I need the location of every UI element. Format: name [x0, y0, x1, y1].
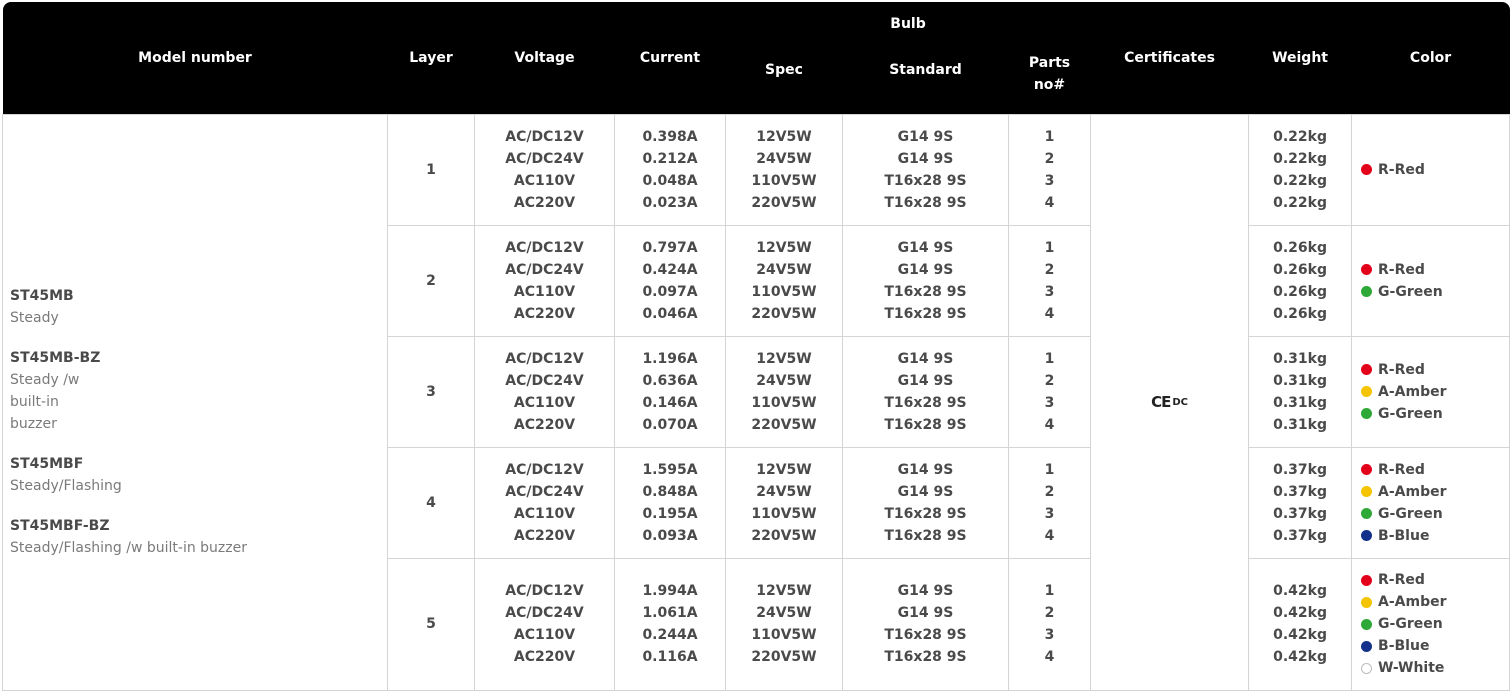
bulb-standard-value: G14 9S	[897, 150, 954, 167]
header-bulb: Bulb	[726, 2, 1091, 47]
bulb-standard-value: T16x28 9S	[884, 649, 967, 665]
current-cell	[615, 114, 726, 225]
bulb-spec-cell	[726, 114, 843, 225]
parts-no-value: 2	[1044, 261, 1055, 278]
layer-value: 2	[388, 225, 475, 336]
header-voltage: Voltage	[475, 2, 615, 114]
weight-cell	[1249, 114, 1352, 225]
voltage-value: AC/DC24V	[505, 150, 584, 167]
color-label: A-Amber	[1378, 594, 1447, 610]
model-name: ST45MBF	[10, 456, 84, 472]
bulb-standard-value: G14 9S	[897, 128, 954, 145]
header-layer: Layer	[388, 2, 475, 114]
bulb-standard-cell	[843, 447, 1009, 558]
color-label: G-Green	[1378, 505, 1443, 522]
model-entry	[10, 285, 387, 329]
current-value: 0.848A	[642, 483, 698, 500]
weight-value: 0.42kg	[1273, 583, 1327, 599]
bulb-standard-value: T16x28 9S	[884, 305, 967, 322]
current-value: 1.196A	[642, 350, 698, 367]
color-item	[1361, 381, 1509, 403]
parts-no-value: 3	[1044, 172, 1055, 189]
current-value: 0.116A	[642, 649, 698, 665]
color-dot-icon	[1361, 164, 1372, 175]
model-entry	[10, 453, 387, 497]
current-value: 0.244A	[642, 627, 698, 643]
color-label: R-Red	[1378, 161, 1425, 178]
bulb-spec-value: 24V5W	[756, 150, 812, 167]
weight-value: 0.31kg	[1273, 416, 1327, 433]
weight-value: 0.22kg	[1273, 194, 1327, 211]
voltage-value: AC220V	[513, 194, 576, 211]
layer-value: 5	[388, 558, 475, 690]
current-value: 0.424A	[642, 261, 698, 278]
bulb-standard-value: G14 9S	[897, 483, 954, 500]
layer-value: 3	[388, 336, 475, 447]
color-item	[1361, 159, 1509, 181]
bulb-standard-cell	[843, 114, 1009, 225]
parts-no-value: 1	[1044, 128, 1055, 145]
bulb-spec-value: 220V5W	[751, 527, 817, 544]
dc-mark: DC	[1172, 396, 1188, 408]
color-label: G-Green	[1378, 405, 1443, 422]
bulb-standard-value: T16x28 9S	[884, 194, 967, 211]
bulb-spec-value: 110V5W	[751, 627, 817, 643]
current-value: 0.195A	[642, 505, 698, 522]
voltage-value: AC110V	[513, 394, 576, 411]
parts-no-cell	[1009, 336, 1091, 447]
current-value: 0.797A	[642, 239, 698, 256]
voltage-value: AC110V	[513, 172, 576, 189]
current-value: 0.398A	[642, 128, 698, 145]
header-standard: Standard	[843, 47, 1009, 114]
voltage-value: AC/DC12V	[505, 128, 584, 145]
bulb-spec-cell	[726, 225, 843, 336]
bulb-standard-value: G14 9S	[897, 372, 954, 389]
current-value: 0.097A	[642, 283, 698, 300]
parts-no-value: 4	[1044, 194, 1055, 211]
bulb-spec-value: 12V5W	[756, 239, 812, 256]
color-item	[1361, 281, 1509, 303]
voltage-value: AC110V	[513, 505, 576, 522]
parts-no-value: 4	[1044, 527, 1055, 544]
color-dot-icon	[1361, 597, 1372, 608]
weight-cell	[1249, 447, 1352, 558]
color-item	[1361, 525, 1509, 547]
parts-no-cell	[1009, 114, 1091, 225]
voltage-cell	[475, 225, 615, 336]
color-cell	[1352, 114, 1510, 225]
voltage-value: AC110V	[513, 283, 576, 300]
bulb-spec-cell	[726, 336, 843, 447]
color-dot-icon	[1361, 641, 1372, 652]
color-label: A-Amber	[1378, 383, 1447, 400]
header-parts-no	[1009, 47, 1091, 114]
parts-no-cell	[1009, 447, 1091, 558]
color-item	[1361, 657, 1509, 679]
bulb-spec-value: 110V5W	[751, 283, 817, 300]
color-dot-icon	[1361, 575, 1372, 586]
parts-no-value: 3	[1044, 394, 1055, 411]
header-spec: Spec	[726, 47, 843, 114]
parts-no-value: 1	[1044, 461, 1055, 478]
color-dot-icon	[1361, 264, 1372, 275]
voltage-cell	[475, 558, 615, 690]
bulb-spec-value: 220V5W	[751, 416, 817, 433]
spec-table-wrapper	[2, 2, 1509, 691]
voltage-value: AC220V	[513, 527, 576, 544]
parts-no-value: 1	[1044, 350, 1055, 367]
bulb-standard-value: G14 9S	[897, 350, 954, 367]
parts-no-value: 2	[1044, 150, 1055, 167]
parts-no-value: 2	[1044, 483, 1055, 500]
bulb-spec-value: 220V5W	[751, 194, 817, 211]
color-cell	[1352, 447, 1510, 558]
bulb-spec-value: 24V5W	[756, 372, 812, 389]
ce-dc-certificate-icon	[1151, 393, 1188, 411]
weight-value: 0.37kg	[1273, 461, 1327, 478]
voltage-value: AC110V	[513, 627, 576, 643]
bulb-standard-value: G14 9S	[897, 461, 954, 478]
current-cell	[615, 336, 726, 447]
weight-value: 0.37kg	[1273, 505, 1327, 522]
current-value: 0.023A	[642, 194, 698, 211]
layer-value: 4	[388, 447, 475, 558]
current-cell	[615, 447, 726, 558]
bulb-standard-cell	[843, 336, 1009, 447]
voltage-value: AC/DC24V	[505, 483, 584, 500]
bulb-standard-value: T16x28 9S	[884, 527, 967, 544]
color-item	[1361, 459, 1509, 481]
parts-no-value: 4	[1044, 416, 1055, 433]
model-description: Steady/Flashing /w built-in buzzer	[10, 540, 247, 556]
parts-no-value: 1	[1044, 239, 1055, 256]
color-item	[1361, 635, 1509, 657]
current-cell	[615, 225, 726, 336]
color-label: G-Green	[1378, 616, 1443, 632]
color-item	[1361, 481, 1509, 503]
model-description: Steady /w built-in buzzer	[10, 372, 80, 432]
color-dot-icon	[1361, 364, 1372, 375]
voltage-value: AC/DC24V	[505, 605, 584, 621]
color-cell	[1352, 336, 1510, 447]
voltage-value: AC/DC12V	[505, 350, 584, 367]
color-item	[1361, 591, 1509, 613]
voltage-value: AC/DC24V	[505, 261, 584, 278]
bulb-standard-value: G14 9S	[897, 583, 954, 599]
model-name: ST45MB-BZ	[10, 350, 101, 366]
bulb-standard-value: T16x28 9S	[884, 416, 967, 433]
current-value: 0.046A	[642, 305, 698, 322]
weight-value: 0.22kg	[1273, 172, 1327, 189]
color-dot-icon	[1361, 408, 1372, 419]
weight-value: 0.37kg	[1273, 483, 1327, 500]
bulb-standard-cell	[843, 225, 1009, 336]
weight-value: 0.37kg	[1273, 527, 1327, 544]
model-name: ST45MB	[10, 288, 74, 304]
bulb-standard-value: G14 9S	[897, 605, 954, 621]
spec-table-body	[3, 114, 1510, 690]
header-weight: Weight	[1249, 2, 1352, 114]
model-description: Steady	[10, 310, 59, 326]
certificates-cell	[1091, 114, 1249, 690]
color-dot-icon	[1361, 530, 1372, 541]
bulb-spec-value: 24V5W	[756, 483, 812, 500]
color-dot-icon	[1361, 386, 1372, 397]
color-cell	[1352, 558, 1510, 690]
bulb-spec-value: 24V5W	[756, 605, 812, 621]
bulb-spec-value: 24V5W	[756, 261, 812, 278]
current-value: 1.994A	[642, 583, 698, 599]
bulb-spec-value: 12V5W	[756, 128, 812, 145]
parts-no-value: 3	[1044, 627, 1055, 643]
bulb-spec-value: 12V5W	[756, 583, 812, 599]
color-label: G-Green	[1378, 283, 1443, 300]
bulb-spec-value: 110V5W	[751, 394, 817, 411]
bulb-spec-value: 220V5W	[751, 649, 817, 665]
color-item	[1361, 503, 1509, 525]
color-item	[1361, 359, 1509, 381]
color-label: A-Amber	[1378, 483, 1447, 500]
current-cell	[615, 558, 726, 690]
parts-no-cell	[1009, 225, 1091, 336]
weight-value: 0.42kg	[1273, 649, 1327, 665]
model-name: ST45MBF-BZ	[10, 518, 110, 534]
current-value: 0.212A	[642, 150, 698, 167]
weight-value: 0.26kg	[1273, 305, 1327, 322]
header-row-top	[3, 2, 1510, 47]
color-dot-icon	[1361, 286, 1372, 297]
color-dot-icon	[1361, 663, 1372, 674]
bulb-standard-value: T16x28 9S	[884, 283, 967, 300]
voltage-value: AC/DC12V	[505, 239, 584, 256]
weight-value: 0.31kg	[1273, 394, 1327, 411]
parts-no-value: 4	[1044, 305, 1055, 322]
voltage-cell	[475, 447, 615, 558]
model-entry	[10, 515, 387, 559]
parts-no-cell	[1009, 558, 1091, 690]
current-value: 0.146A	[642, 394, 698, 411]
weight-value: 0.26kg	[1273, 261, 1327, 278]
color-label: B-Blue	[1378, 638, 1430, 654]
weight-value: 0.22kg	[1273, 128, 1327, 145]
color-item	[1361, 259, 1509, 281]
current-value: 1.595A	[642, 461, 698, 478]
current-value: 1.061A	[642, 605, 698, 621]
current-value: 0.093A	[642, 527, 698, 544]
voltage-value: AC/DC12V	[505, 461, 584, 478]
weight-value: 0.26kg	[1273, 283, 1327, 300]
model-description: Steady/Flashing	[10, 478, 122, 494]
color-label: W-White	[1378, 660, 1445, 676]
table-row	[3, 114, 1510, 225]
spec-table	[2, 2, 1510, 691]
bulb-standard-value: T16x28 9S	[884, 505, 967, 522]
color-dot-icon	[1361, 619, 1372, 630]
bulb-spec-cell	[726, 558, 843, 690]
voltage-cell	[475, 114, 615, 225]
color-label: B-Blue	[1378, 527, 1430, 544]
layer-value: 1	[388, 114, 475, 225]
weight-value: 0.31kg	[1273, 350, 1327, 367]
bulb-spec-value: 220V5W	[751, 305, 817, 322]
voltage-value: AC220V	[513, 305, 576, 322]
weight-cell	[1249, 558, 1352, 690]
voltage-value: AC/DC12V	[505, 583, 584, 599]
color-item	[1361, 403, 1509, 425]
current-value: 0.070A	[642, 416, 698, 433]
color-label: R-Red	[1378, 361, 1425, 378]
current-value: 0.636A	[642, 372, 698, 389]
parts-no-value: 2	[1044, 372, 1055, 389]
bulb-standard-value: G14 9S	[897, 261, 954, 278]
header-color: Color	[1352, 2, 1510, 114]
bulb-spec-cell	[726, 447, 843, 558]
bulb-spec-value: 12V5W	[756, 350, 812, 367]
bulb-spec-value: 12V5W	[756, 461, 812, 478]
weight-value: 0.31kg	[1273, 372, 1327, 389]
header-current: Current	[615, 2, 726, 114]
parts-no-value: 3	[1044, 283, 1055, 300]
color-label: R-Red	[1378, 261, 1425, 278]
weight-value: 0.42kg	[1273, 627, 1327, 643]
bulb-standard-value: T16x28 9S	[884, 394, 967, 411]
bulb-standard-value: T16x28 9S	[884, 627, 967, 643]
bulb-standard-value: G14 9S	[897, 239, 954, 256]
voltage-cell	[475, 336, 615, 447]
voltage-value: AC/DC24V	[505, 372, 584, 389]
parts-no-value: 4	[1044, 649, 1055, 665]
color-label: R-Red	[1378, 461, 1425, 478]
model-entry	[10, 347, 387, 435]
color-cell	[1352, 225, 1510, 336]
weight-cell	[1249, 225, 1352, 336]
color-item	[1361, 613, 1509, 635]
bulb-spec-value: 110V5W	[751, 505, 817, 522]
color-dot-icon	[1361, 508, 1372, 519]
ce-mark: CE	[1151, 393, 1171, 411]
weight-value: 0.42kg	[1273, 605, 1327, 621]
voltage-value: AC220V	[513, 416, 576, 433]
weight-value: 0.26kg	[1273, 239, 1327, 256]
current-value: 0.048A	[642, 172, 698, 189]
parts-no-value: 1	[1044, 583, 1055, 599]
header-certificates: Certificates	[1091, 2, 1249, 114]
header-parts-no-label: Parts no#	[1028, 55, 1071, 93]
parts-no-value: 3	[1044, 505, 1055, 522]
weight-value: 0.22kg	[1273, 150, 1327, 167]
color-item	[1361, 569, 1509, 591]
voltage-value: AC220V	[513, 649, 576, 665]
bulb-standard-cell	[843, 558, 1009, 690]
bulb-standard-value: T16x28 9S	[884, 172, 967, 189]
header-model-number: Model number	[3, 2, 388, 114]
color-dot-icon	[1361, 486, 1372, 497]
model-number-cell	[3, 114, 388, 690]
color-label: R-Red	[1378, 572, 1425, 588]
weight-cell	[1249, 336, 1352, 447]
color-dot-icon	[1361, 464, 1372, 475]
parts-no-value: 2	[1044, 605, 1055, 621]
bulb-spec-value: 110V5W	[751, 172, 817, 189]
